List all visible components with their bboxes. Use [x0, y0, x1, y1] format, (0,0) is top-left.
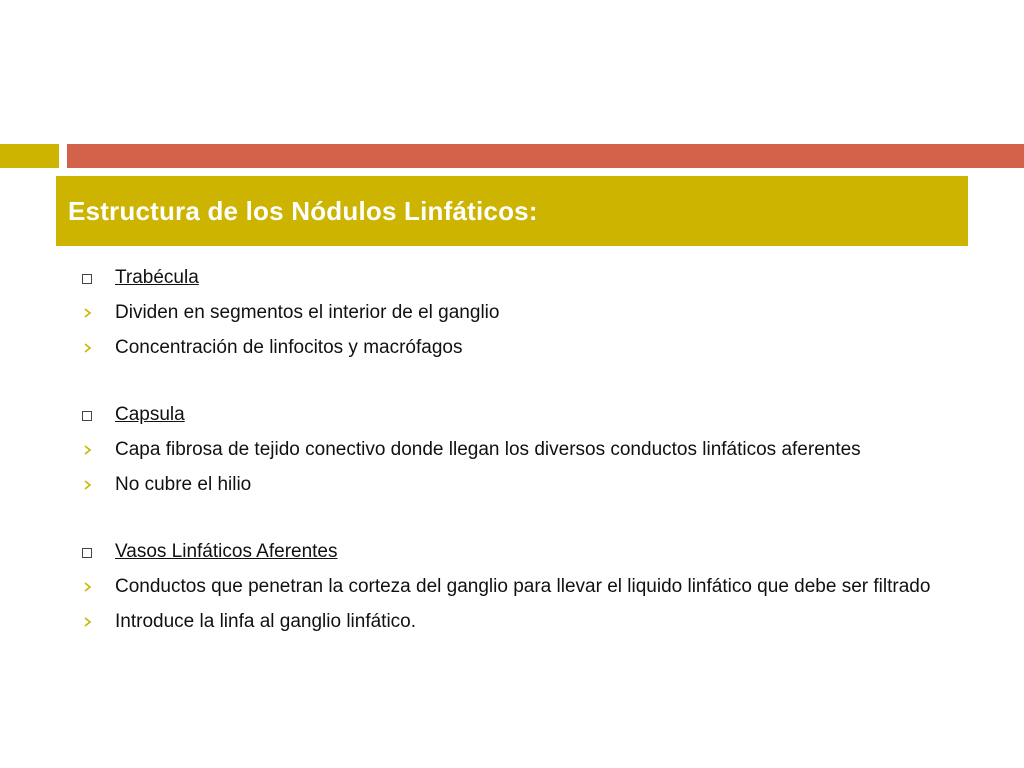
- section-heading: Vasos Linfáticos Aferentes: [115, 541, 338, 562]
- accent-bar-gold: [0, 144, 59, 168]
- arrow-bullet-icon: [83, 445, 93, 455]
- bullet-point: [78, 438, 938, 462]
- arrow-bullet-icon: [83, 343, 93, 353]
- arrow-bullet-icon: [83, 617, 93, 627]
- square-bullet-icon: [82, 548, 92, 558]
- bullet-point: [78, 336, 938, 360]
- content-area: [78, 266, 938, 634]
- section-heading-row: [78, 403, 938, 427]
- section-capsula: [78, 403, 938, 497]
- bullet-text: Concentración de linfocitos y macrófagos: [115, 337, 463, 358]
- bullet-point: [78, 301, 938, 325]
- bullet-text: No cubre el hilio: [115, 474, 252, 495]
- accent-bar-red: [67, 144, 1024, 168]
- section-heading: Trabécula: [115, 267, 199, 288]
- square-bullet-icon: [82, 274, 92, 284]
- bullet-text: Capa fibrosa de tejido conectivo donde llegan los diversos conductos linfáticos aferentes: [115, 439, 861, 460]
- square-bullet-icon: [82, 411, 92, 421]
- title-band: [56, 176, 968, 246]
- arrow-bullet-icon: [83, 480, 93, 490]
- bullet-point: [78, 473, 938, 497]
- section-heading-row: [78, 540, 938, 564]
- bullet-text: Conductos que penetran la corteza del ganglio para llevar el liquido linfático que debe ser filtrado: [115, 576, 931, 597]
- bullet-point: [78, 575, 938, 599]
- section-trabecula: [78, 266, 938, 360]
- section-heading: Capsula: [115, 404, 185, 425]
- section-heading-row: [78, 266, 938, 290]
- arrow-bullet-icon: [83, 582, 93, 592]
- arrow-bullet-icon: [83, 308, 93, 318]
- section-vasos-aferentes: [78, 540, 938, 634]
- bullet-text: Introduce la linfa al ganglio linfático.: [115, 611, 417, 632]
- bullet-text: Dividen en segmentos el interior de el ganglio: [115, 302, 500, 323]
- slide-title: Estructura de los Nódulos Linfáticos:: [68, 195, 538, 226]
- bullet-point: [78, 610, 938, 634]
